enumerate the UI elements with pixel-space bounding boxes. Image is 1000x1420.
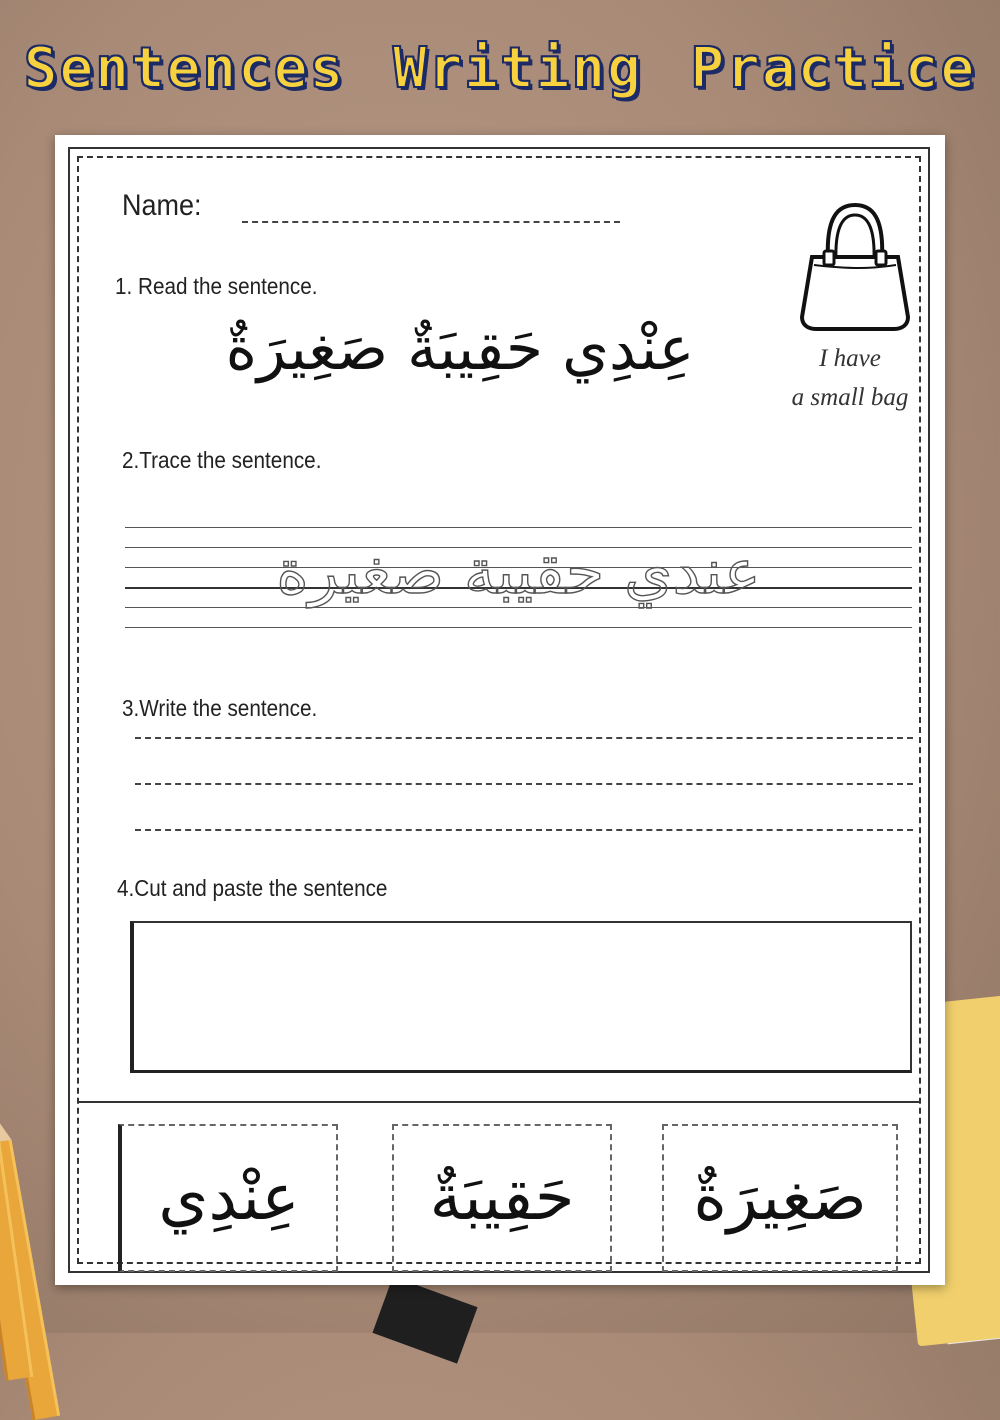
banner-word: Sentences xyxy=(23,35,346,101)
word-card[interactable]: صَغِيرَةٌ xyxy=(662,1124,898,1272)
step-paste-heading: 4.Cut and paste the sentence xyxy=(117,875,388,901)
step-read-heading: 1. Read the sentence. xyxy=(115,273,318,299)
word-card[interactable]: عِنْدِي xyxy=(118,1124,338,1272)
word-card[interactable]: حَقِيبَةٌ xyxy=(392,1124,612,1272)
write-line[interactable] xyxy=(135,829,913,831)
trace-area[interactable] xyxy=(125,527,912,647)
sentence-translation xyxy=(770,339,930,417)
arabic-sentence: عِنْدِي حَقِيبَةٌ صَغِيرَةٌ xyxy=(225,314,695,384)
step-trace-heading: 2.Trace the sentence. xyxy=(122,447,322,473)
worksheet-page xyxy=(55,135,945,1285)
banner-word: Writing xyxy=(392,35,643,101)
handbag-icon xyxy=(790,197,920,332)
write-line[interactable] xyxy=(135,783,913,785)
name-label: Name: xyxy=(122,189,202,222)
paste-box[interactable] xyxy=(130,921,912,1073)
cut-separator-line xyxy=(78,1101,920,1103)
guide-line xyxy=(125,627,912,628)
write-line[interactable] xyxy=(135,737,913,739)
banner-word: Practice xyxy=(690,35,977,101)
tape-roll-decoration xyxy=(372,1276,477,1363)
translation-line-2: a small bag xyxy=(791,384,909,411)
name-input-line[interactable] xyxy=(242,221,620,223)
guide-line xyxy=(125,527,912,528)
translation-line-1: I have xyxy=(819,345,881,372)
dotted-trace-sentence: عندي حقيبة صغيرة xyxy=(276,535,761,608)
title-banner xyxy=(0,18,1000,118)
step-write-heading: 3.Write the sentence. xyxy=(122,695,318,721)
worksheet-frame xyxy=(68,147,930,1273)
